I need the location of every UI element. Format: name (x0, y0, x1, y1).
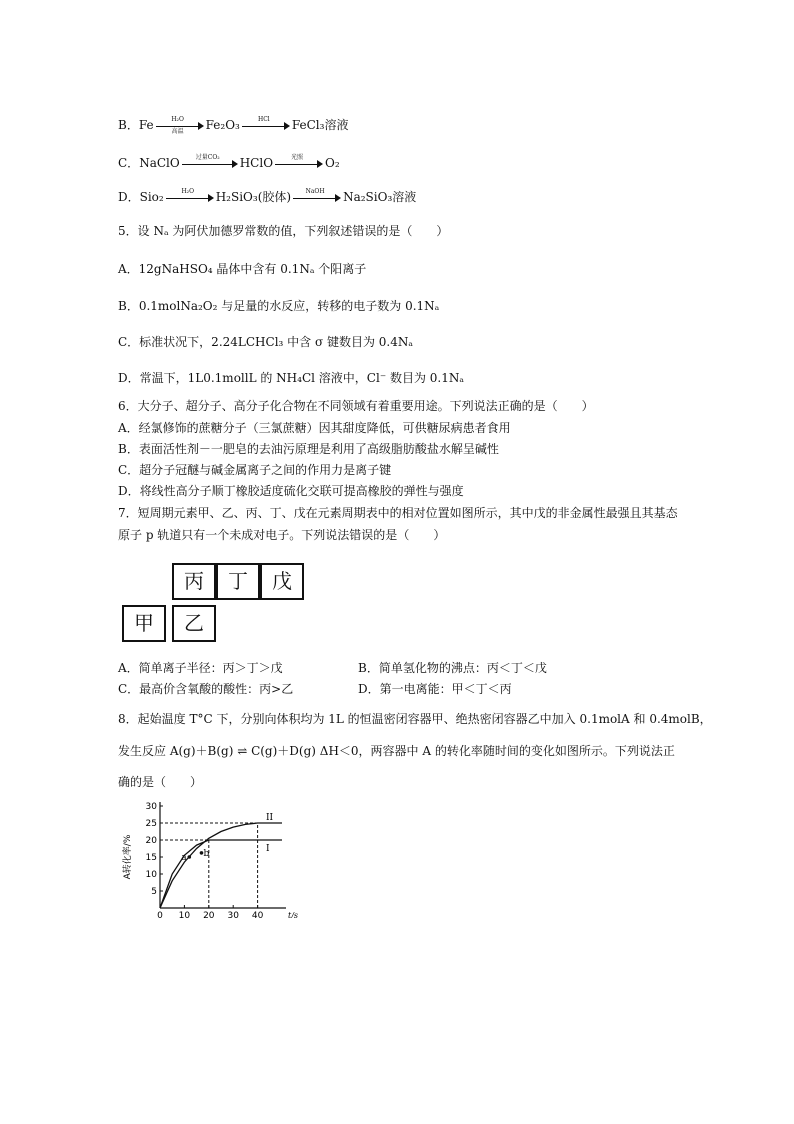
product: O₂ (325, 156, 340, 170)
option-c-naclo (118, 155, 340, 172)
arrow-condition: 高温 (171, 127, 184, 135)
q6-option-c: C．超分子冠醚与碱金属离子之间的作用力是离子键 (118, 463, 392, 477)
q5-stem: 5．设 Nₐ 为阿伏加德罗常数的值，下列叙述错误的是（ ） (118, 224, 449, 238)
y-axis-label: A转化率/% (123, 834, 133, 880)
arrow-condition: HCl (257, 115, 270, 123)
q8-stem-line1: 8．起始温度 T°C 下，分别向体积均为 1L 的恒温密闭容器甲、绝热密闭容器乙中加入 0.1molA 和 0.4molB， (118, 712, 712, 726)
reaction-arrow-icon (242, 115, 290, 134)
q5-option-d: D．常温下，1L0.1mollL 的 NH₄Cl 溶液中，Cl⁻ 数目为 0.1Nₐ (118, 371, 464, 385)
y-tick-label: 25 (145, 819, 157, 829)
intermediate: Fe₂O₃ (205, 118, 240, 132)
option-d-sio2 (118, 189, 416, 206)
intermediate: HClO (239, 156, 274, 170)
q7-option-a: A．简单离子半径：丙＞丁＞戊 (118, 661, 283, 675)
reaction-arrow-icon (182, 153, 238, 172)
arrow-condition: 光照 (291, 153, 304, 161)
series-label-I: I (266, 844, 270, 854)
point-label-b: b (203, 848, 210, 859)
point-a (187, 855, 191, 859)
reactant: Fe (138, 118, 154, 132)
q8-stem-line2: 发生反应 A(g)＋B(g) ⇌ C(g)＋D(g) ΔH＜0，两容器中 A 的转化率随时间的变化如图所示。下列说法正 (118, 744, 675, 758)
product: FeCl₃溶液 (291, 118, 349, 132)
x-tick-label: 20 (203, 911, 215, 918)
arrow-condition: NaOH (305, 187, 325, 195)
reactant: NaClO (139, 156, 180, 170)
x-tick-label: 40 (251, 911, 264, 918)
x-tick-label: 30 (227, 911, 239, 918)
cell-jia: 甲 (122, 605, 166, 642)
arrow-condition: H₂O (181, 187, 194, 195)
x-tick-label: 0 (157, 911, 163, 918)
y-tick-label: 30 (145, 802, 157, 812)
q8-stem-line3: 确的是（ ） (118, 775, 203, 789)
cell-wu: 戊 (260, 563, 304, 600)
q5-option-a: A．12gNaHSO₄ 晶体中含有 0.1Nₐ 个阳离子 (118, 262, 367, 276)
series-label-II: II (266, 813, 274, 823)
cell-ding: 丁 (216, 563, 260, 600)
q7-option-b: B．简单氢化物的沸点：丙＜丁＜戊 (358, 661, 547, 675)
q5-option-b: B．0.1molNa₂O₂ 与足量的水反应，转移的电子数为 0.1Nₐ (118, 299, 440, 313)
reaction-arrow-icon (293, 187, 341, 206)
product: Na₂SiO₃溶液 (343, 190, 417, 204)
cell-bing: 丙 (172, 563, 216, 600)
option-label: C． (118, 156, 140, 170)
intermediate: H₂SiO₃(胶体) (215, 190, 292, 204)
q6-option-b: B．表面活性剂－一肥皂的去油污原理是利用了高级脂肪酸盐水解呈碱性 (118, 442, 499, 456)
periodic-table-fragment (120, 563, 320, 648)
q5-option-c: C．标准状况下，2.24LCHCl₃ 中含 σ 键数目为 0.4Nₐ (118, 335, 414, 349)
y-tick-label: 20 (145, 836, 157, 846)
q6-option-a: A．经氯修饰的蔗糖分子（三氯蔗糖）因其甜度降低，可供糖尿病患者食用 (118, 421, 511, 435)
y-tick-label: 10 (145, 870, 157, 880)
x-tick-label: 10 (178, 911, 191, 918)
option-b-fe (118, 117, 348, 134)
reaction-arrow-icon (275, 153, 323, 172)
y-tick-label: 15 (145, 853, 157, 863)
option-label: D． (118, 190, 140, 204)
chart-layer (121, 802, 298, 918)
arrow-condition: 过量CO₂ (195, 153, 220, 161)
series-line-I (160, 840, 282, 908)
reaction-arrow-icon (166, 187, 214, 206)
point-label-a: a (181, 853, 187, 863)
arrow-condition: H₂O (171, 115, 184, 123)
q6-stem: 6．大分子、超分子、高分子化合物在不同领域有着重要用途。下列说法正确的是（ ） (118, 399, 594, 413)
q6-option-d: D．将线性高分子顺丁橡胶适度硫化交联可提高橡胶的弹性与强度 (118, 484, 464, 498)
q7-option-c: C．最高价含氧酸的酸性：丙>乙 (118, 682, 294, 696)
q7-stem-line1: 7．短周期元素甲、乙、丙、丁、戊在元素周期表中的相对位置如图所示，其中戊的非金属性最强且其基态 (118, 506, 678, 520)
q7-option-d: D．第一电离能：甲＜丁＜丙 (358, 682, 512, 696)
reactant: Sio₂ (139, 190, 164, 204)
q7-stem-line2: 原子 p 轨道只有一个未成对电子。下列说法错误的是（ ） (118, 528, 446, 542)
y-tick-label: 5 (151, 887, 157, 897)
x-axis-label: t/s (288, 911, 299, 918)
reaction-arrow-icon (156, 115, 204, 135)
cell-yi: 乙 (172, 605, 216, 642)
option-label: B． (118, 118, 139, 132)
conversion-chart (120, 796, 300, 918)
